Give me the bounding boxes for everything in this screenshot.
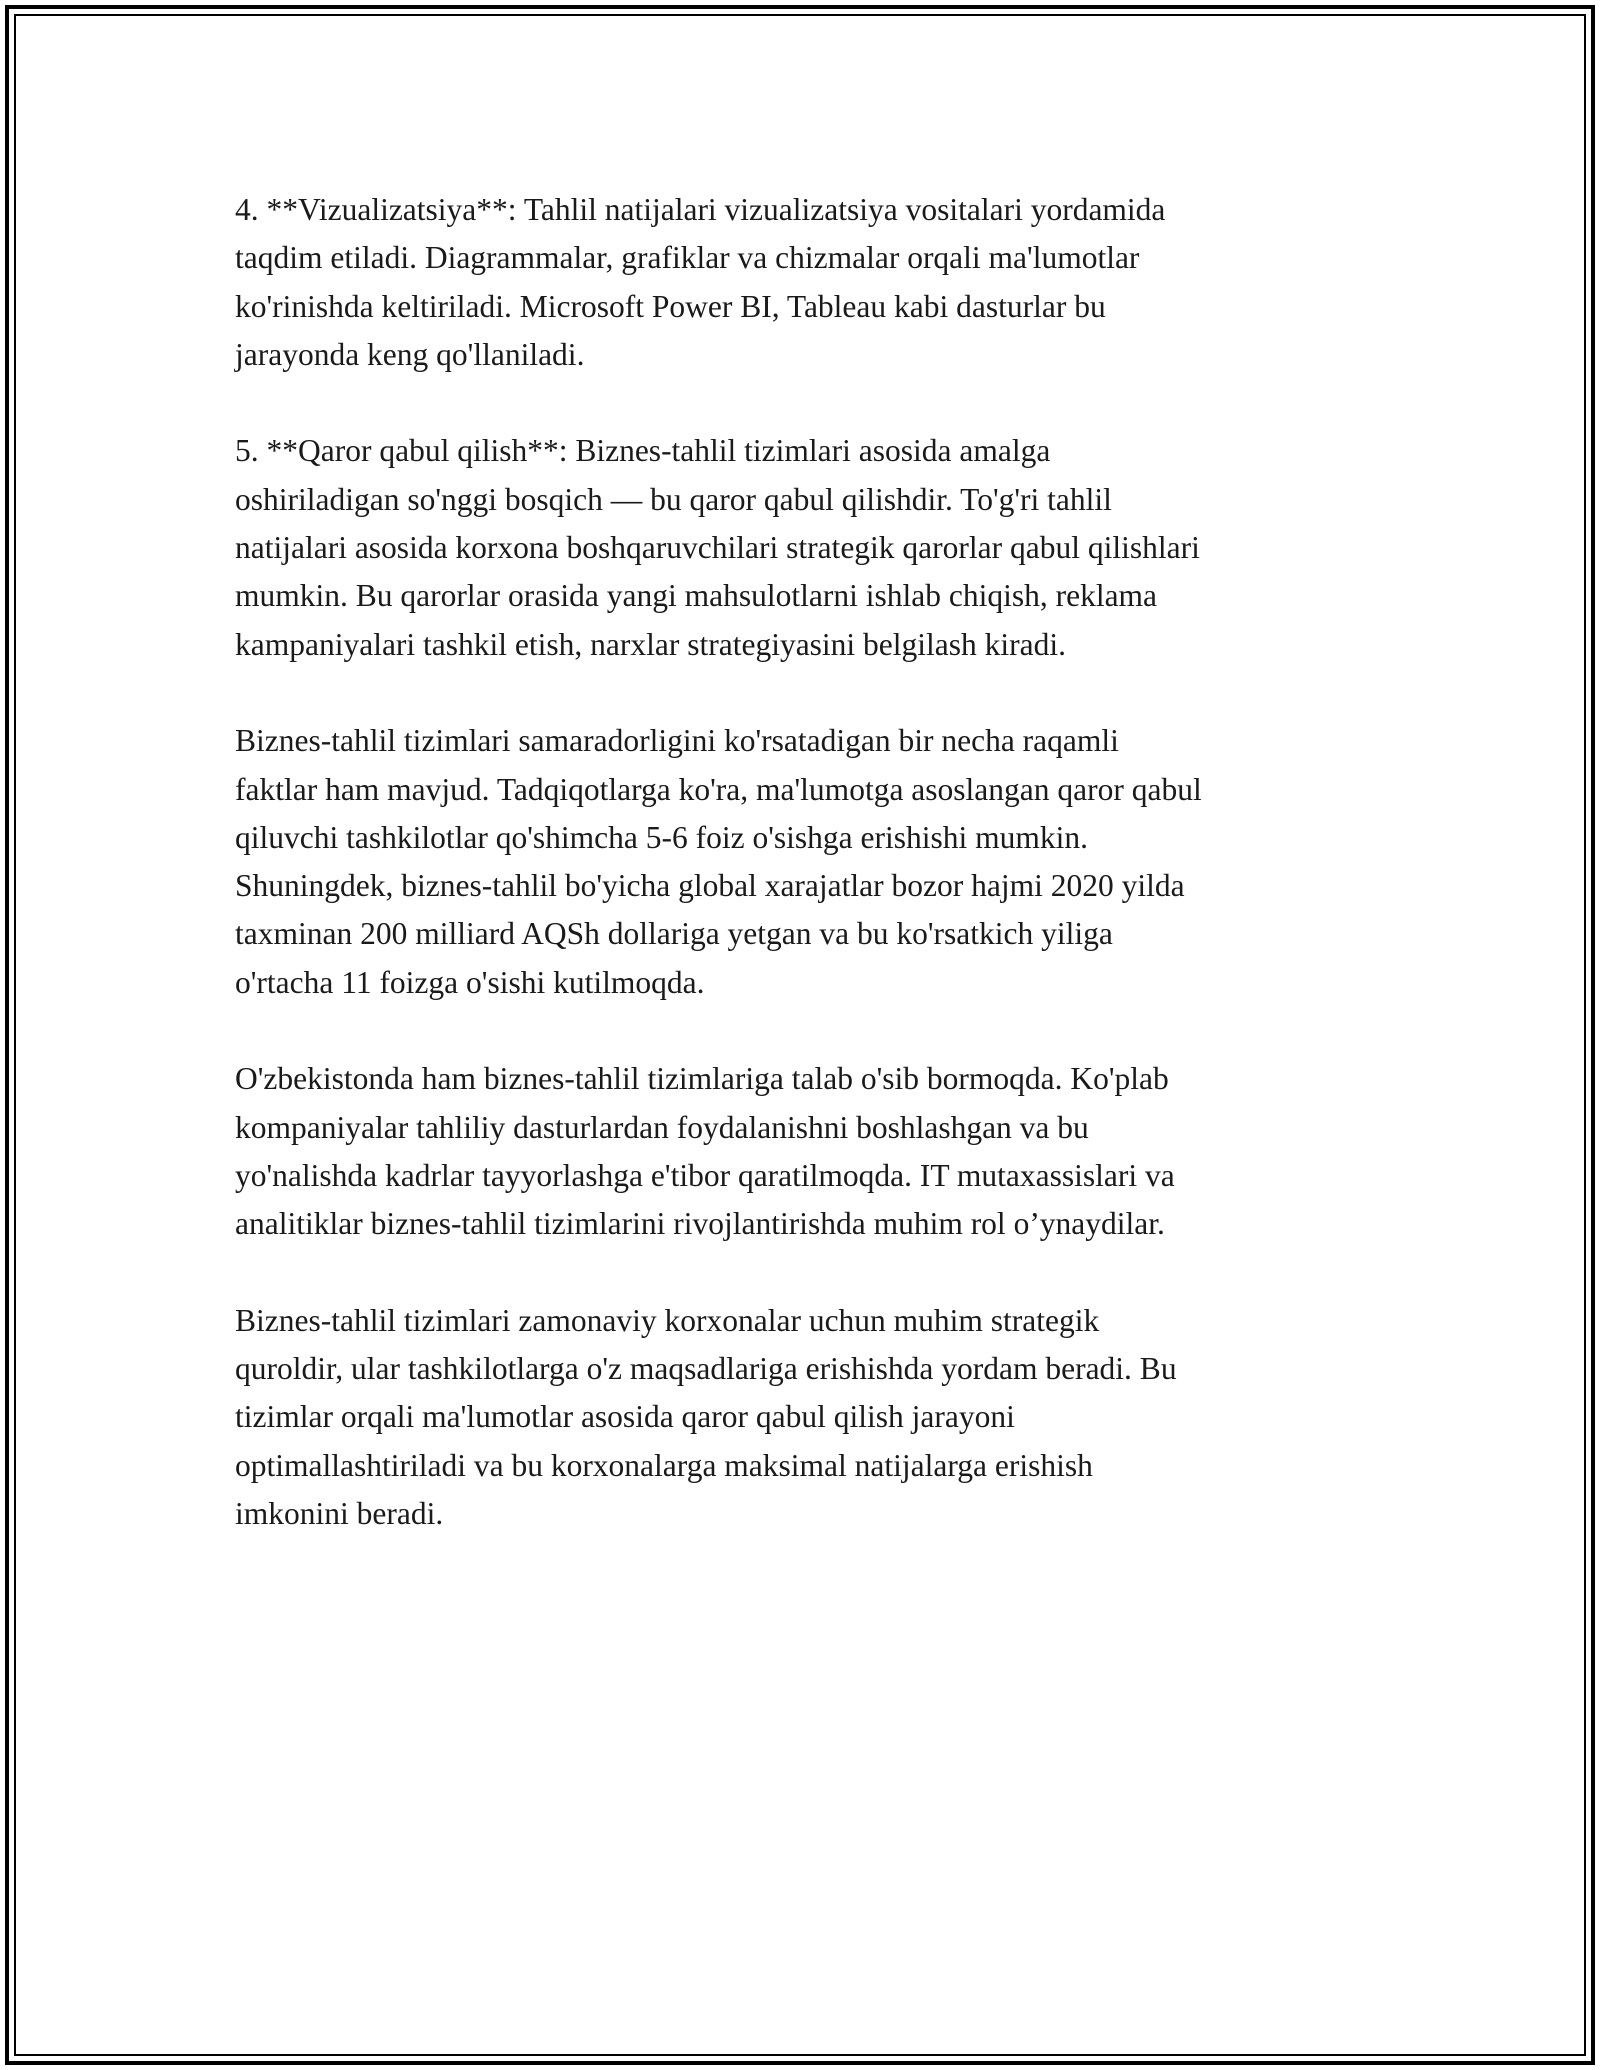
text-line: Biznes-tahlil tizimlari zamonaviy korxonalar uchun muhim strategik [235,1302,1100,1338]
text-line: 5. **Qaror qabul qilish**: Biznes-tahlil tizimlari asosida amalga [235,433,1051,469]
text-line: kompaniyalar tahliliy dasturlardan foydalanishni boshlashgan va bu [235,1109,1089,1145]
text-line: natijalari asosida korxona boshqaruvchilari strategik qarorlar qabul qilishlari [235,530,1200,566]
text-line: imkonini beradi. [235,1496,444,1532]
text-line: taqdim etiladi. Diagrammalar, grafiklar va chizmalar orqali ma'lumotlar [235,240,1140,276]
text-line: faktlar ham mavjud. Tadqiqotlarga ko'ra, ma'lumotga asoslangan qaror qabul [235,771,1202,807]
text-line: mumkin. Bu qarorlar orasida yangi mahsulotlarni ishlab chiqish, reklama [235,578,1158,614]
text-line: analitiklar biznes-tahlil tizimlarini rivojlantirishda muhim rol o’ynaydilar. [235,1206,1165,1242]
text-line: 4. **Vizualizatsiya**: Tahlil natijalari vizualizatsiya vositalari yordamida [235,192,1166,227]
text-line: oshiriladigan so'nggi bosqich — bu qaror qabul qilishdir. To'g'ri tahlil [235,481,1112,517]
paragraph-decision-making [235,427,1375,668]
text-line: optimallashtiriladi va bu korxonalarga maksimal natijalarga erishish [235,1447,1093,1483]
document-body [235,186,1375,1587]
paragraph-conclusion [235,1297,1375,1538]
text-line: kampaniyalari tashkil etish, narxlar strategiyasini belgilash kiradi. [235,626,1067,662]
text-line: Biznes-tahlil tizimlari samaradorligini ko'rsatadigan bir necha raqamli [235,723,1119,759]
text-line: O'zbekistonda ham biznes-tahlil tizimlariga talab o'sib bormoqda. Ko'plab [235,1061,1169,1097]
text-line: o'rtacha 11 foizga o'sishi kutilmoqda. [235,964,705,1000]
paragraph-uzbekistan [235,1055,1375,1248]
text-line: tizimlar orqali ma'lumotlar asosida qaror qabul qilish jarayoni [235,1399,1015,1435]
text-line: taxminan 200 milliard AQSh dollariga yetgan va bu ko'rsatkich yiliga [235,916,1113,952]
text-line: quroldir, ular tashkilotlarga o'z maqsadlariga erishishda yordam beradi. Bu [235,1351,1177,1387]
text-line: jarayonda keng qo'llaniladi. [235,336,585,372]
text-line: Shuningdek, biznes-tahlil bo'yicha global xarajatlar bozor hajmi 2020 yilda [235,868,1185,904]
paragraph-visualization [235,186,1375,379]
text-line: ko'rinishda keltiriladi. Microsoft Power BI, Tableau kabi dasturlar bu [235,288,1106,324]
text-line: qiluvchi tashkilotlar qo'shimcha 5-6 foiz o'sishga erishishi mumkin. [235,819,1088,855]
paragraph-facts [235,717,1375,1007]
text-line: yo'nalishda kadrlar tayyorlashga e'tibor qaratilmoqda. IT mutaxassislari va [235,1157,1175,1193]
